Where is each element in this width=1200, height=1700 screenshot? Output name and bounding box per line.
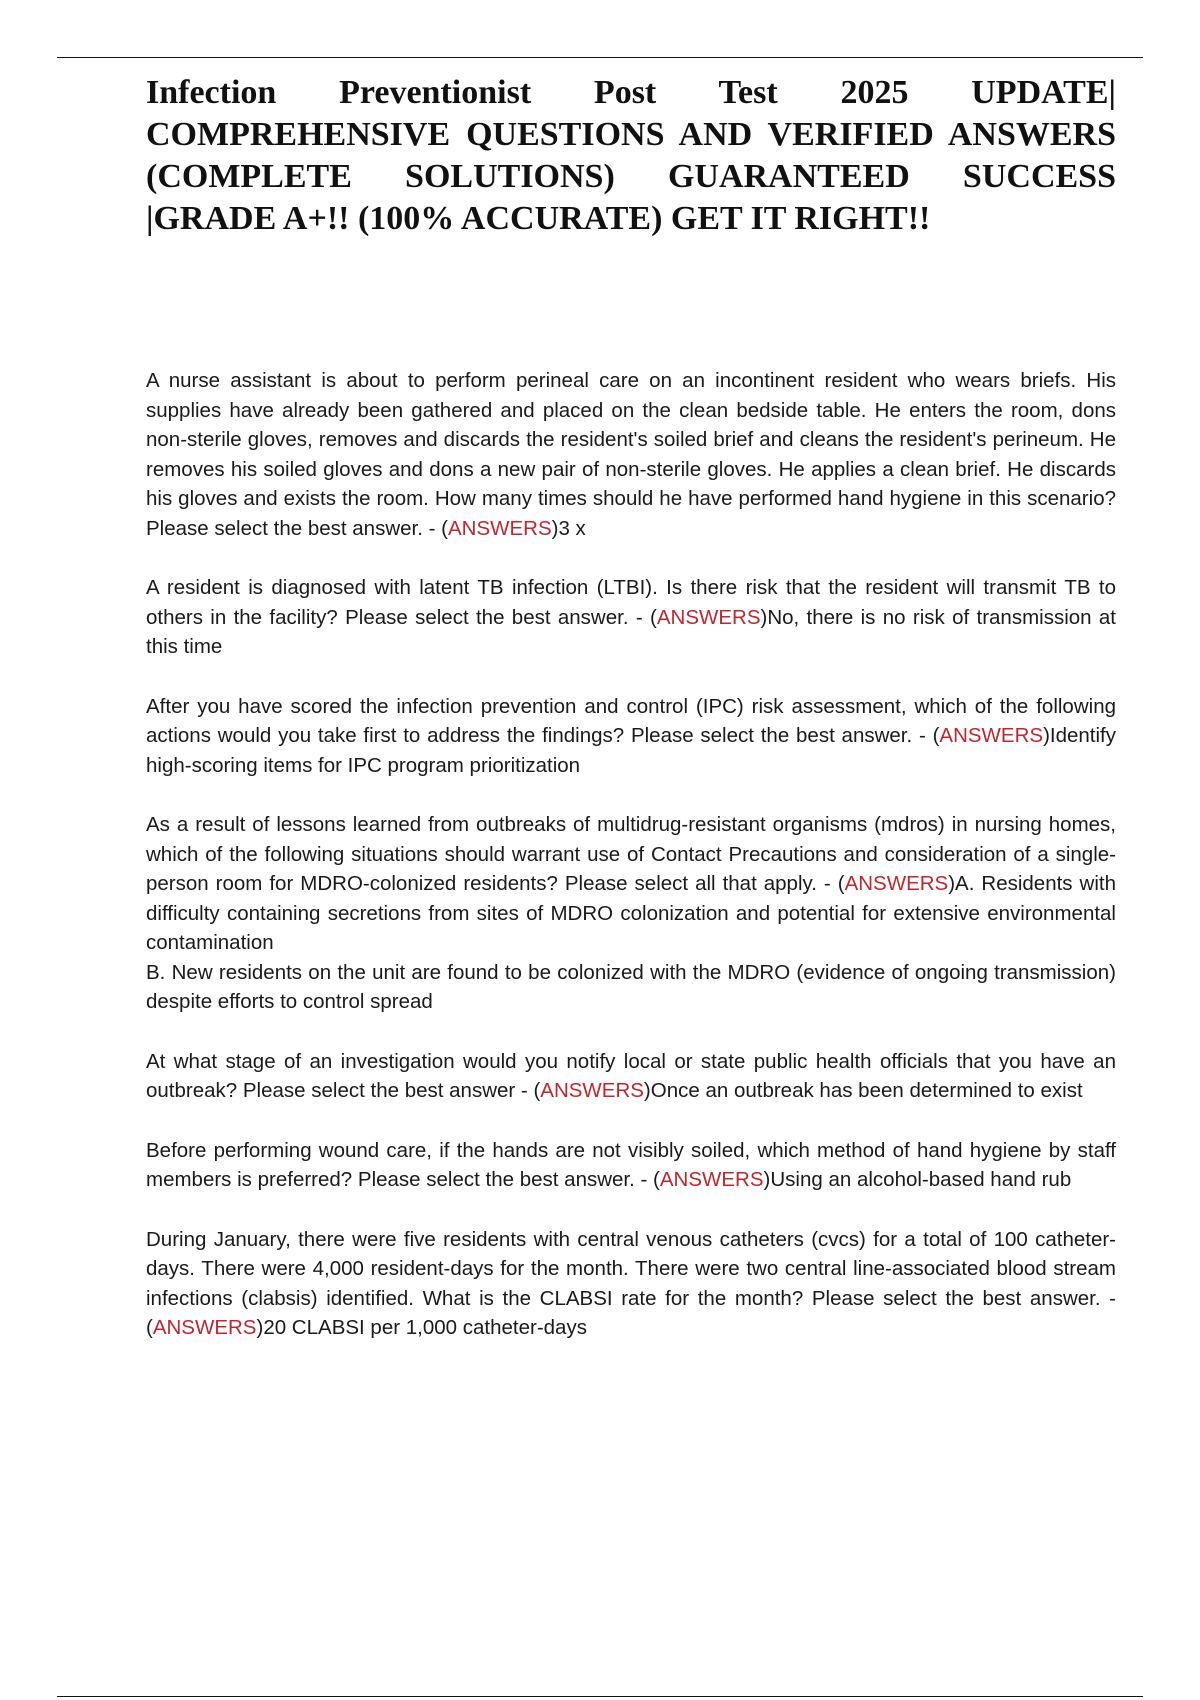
qa-item-3: After you have scored the infection prevention and control (IPC) risk assessment, which of the following actions would you take first to address the findings? Please select the best answer. - (ANSWERS)Identify high-scoring items for IPC program prioritization: [146, 694, 1116, 777]
answer-text: No, there is no risk of transmission at this time: [146, 605, 1116, 658]
question-text: A resident is diagnosed with latent TB infection (LTBI). Is there risk that the resident will transmit TB to others in the facility? Please select the best answer. - (: [146, 576, 1116, 629]
qa-item-2: A resident is diagnosed with latent TB infection (LTBI). Is there risk that the resident will transmit TB to others in the facility? Please select the best answer. - (ANSWERS)No, there is no risk of transmission at this time: [146, 576, 1116, 658]
question-text: After you have scored the infection prevention and control (IPC) risk assessment, which of the following actions would you take first to address the findings? Please select the best answer. - (: [146, 694, 1116, 747]
question-text: As a result of lessons learned from outbreaks of multidrug-resistant organisms (mdros) in nursing homes, which of the following situations should warrant use of Contact Precautions and consideration of a single-person room for MDRO-colonized residents? Please select all that apply. - (: [146, 813, 1116, 895]
qa-item-6: Before performing wound care, if the hands are not visibly soiled, which method of hand hygiene by staff members is preferred? Please select the best answer. - (ANSWERS)Using an alcohol-based hand rub: [146, 1138, 1116, 1191]
qa-list: [146, 366, 1116, 1373]
answer-text: Identify high-scoring items for IPC program prioritization: [146, 724, 1116, 777]
answer-marker: ANSWERS: [152, 1316, 257, 1339]
answer-marker: ANSWERS: [659, 1168, 764, 1191]
question-text: A nurse assistant is about to perform perineal care on an incontinent resident who wears briefs. His supplies have already been gathered and placed on the clean bedside table. He enters the room, dons non-sterile gloves, removes and discards the resident's soiled brief and cleans the resident's perineum. He removes his soiled gloves and dons a new pair of non-sterile gloves. He applies a clean brief. He discards his gloves and exists the room. How many times should he have performed hand hygiene in this scenario? Please select the best answer. - (: [146, 369, 1116, 540]
answer-marker: ANSWERS: [844, 872, 949, 895]
qa-item-5: At what stage of an investigation would you notify local or state public health officials that you have an outbreak? Please select the best answer - (ANSWERS)Once an outbreak has been determined to exist: [146, 1049, 1116, 1102]
answer-marker: ANSWERS: [656, 605, 761, 629]
question-text: At what stage of an investigation would you notify local or state public health officials that you have an outbreak? Please select the best answer - (: [146, 1049, 1116, 1102]
answer-marker: ANSWERS: [447, 516, 552, 540]
bottom-rule: [57, 1696, 1143, 1697]
answer-text: Using an alcohol-based hand rub: [770, 1168, 1072, 1191]
answer-text: 20 CLABSI per 1,000 catheter-days: [263, 1316, 587, 1339]
answer-marker: ANSWERS: [939, 724, 1044, 747]
qa-item-7: During January, there were five residents with central venous catheters (cvcs) for a total of 100 catheter-days. There were 4,000 resident-days for the month. There were two central line-associated blood stream infections (clabsis) identified. What is the CLABSI rate for the month? Please select the best answer. - (ANSWERS)20 CLABSI per 1,000 catheter-days: [146, 1227, 1116, 1339]
answer-text: Once an outbreak has been determined to exist: [650, 1079, 1083, 1102]
document-title: Infection Preventionist Post Test 2025 UPDATE| COMPREHENSIVE QUESTIONS AND VERIFIED ANSWERS (COMPLETE SOLUTIONS) GUARANTEED SUCCESS |GRADE A+!! (100% ACCURATE) GET IT RIGHT!!: [146, 74, 1116, 237]
answer-text: 3 x: [558, 516, 586, 540]
qa-item-4: As a result of lessons learned from outbreaks of multidrug-resistant organisms (mdros) in nursing homes, which of the following situations should warrant use of Contact Precautions and consideration of a single-person room for MDRO-colonized residents? Please select all that apply. - (ANSWERS)A. Residents with difficulty containing secretions from sites of MDRO colonization and potential for extensive environmental contamination B. New residents on the unit are found to be colonized with the MDRO (evidence of ongoing transmission) despite efforts to control spread: [146, 810, 1116, 1017]
answer-marker: ANSWERS: [540, 1079, 644, 1102]
answer-text-extra: B. New residents on the unit are found to be colonized with the MDRO (evidence of ongoing transmission) despite efforts to control spread: [146, 960, 1116, 1013]
top-rule: [57, 57, 1143, 58]
qa-item-1: A nurse assistant is about to perform perineal care on an incontinent resident who wears briefs. His supplies have already been gathered and placed on the clean bedside table. He enters the room, dons non-sterile gloves, removes and discards the resident's soiled brief and cleans the resident's perineum. He removes his soiled gloves and dons a new pair of non-sterile gloves. He applies a clean brief. He discards his gloves and exists the room. How many times should he have performed hand hygiene in this scenario? Please select the best answer. - (ANSWERS)3 x: [146, 369, 1116, 540]
question-text: Before performing wound care, if the hands are not visibly soiled, which method of hand hygiene by staff members is preferred? Please select the best answer. - (: [146, 1138, 1116, 1191]
answer-text: A. Residents with difficulty containing secretions from sites of MDRO colonization and potential for extensive environmental contamination: [146, 872, 1116, 954]
question-text: During January, there were five residents with central venous catheters (cvcs) for a total of 100 catheter-days. There were 4,000 resident-days for the month. There were two central line-associated blood stream infections (clabsis) identified. What is the CLABSI rate for the month? Please select the best answer. - (: [146, 1227, 1116, 1339]
